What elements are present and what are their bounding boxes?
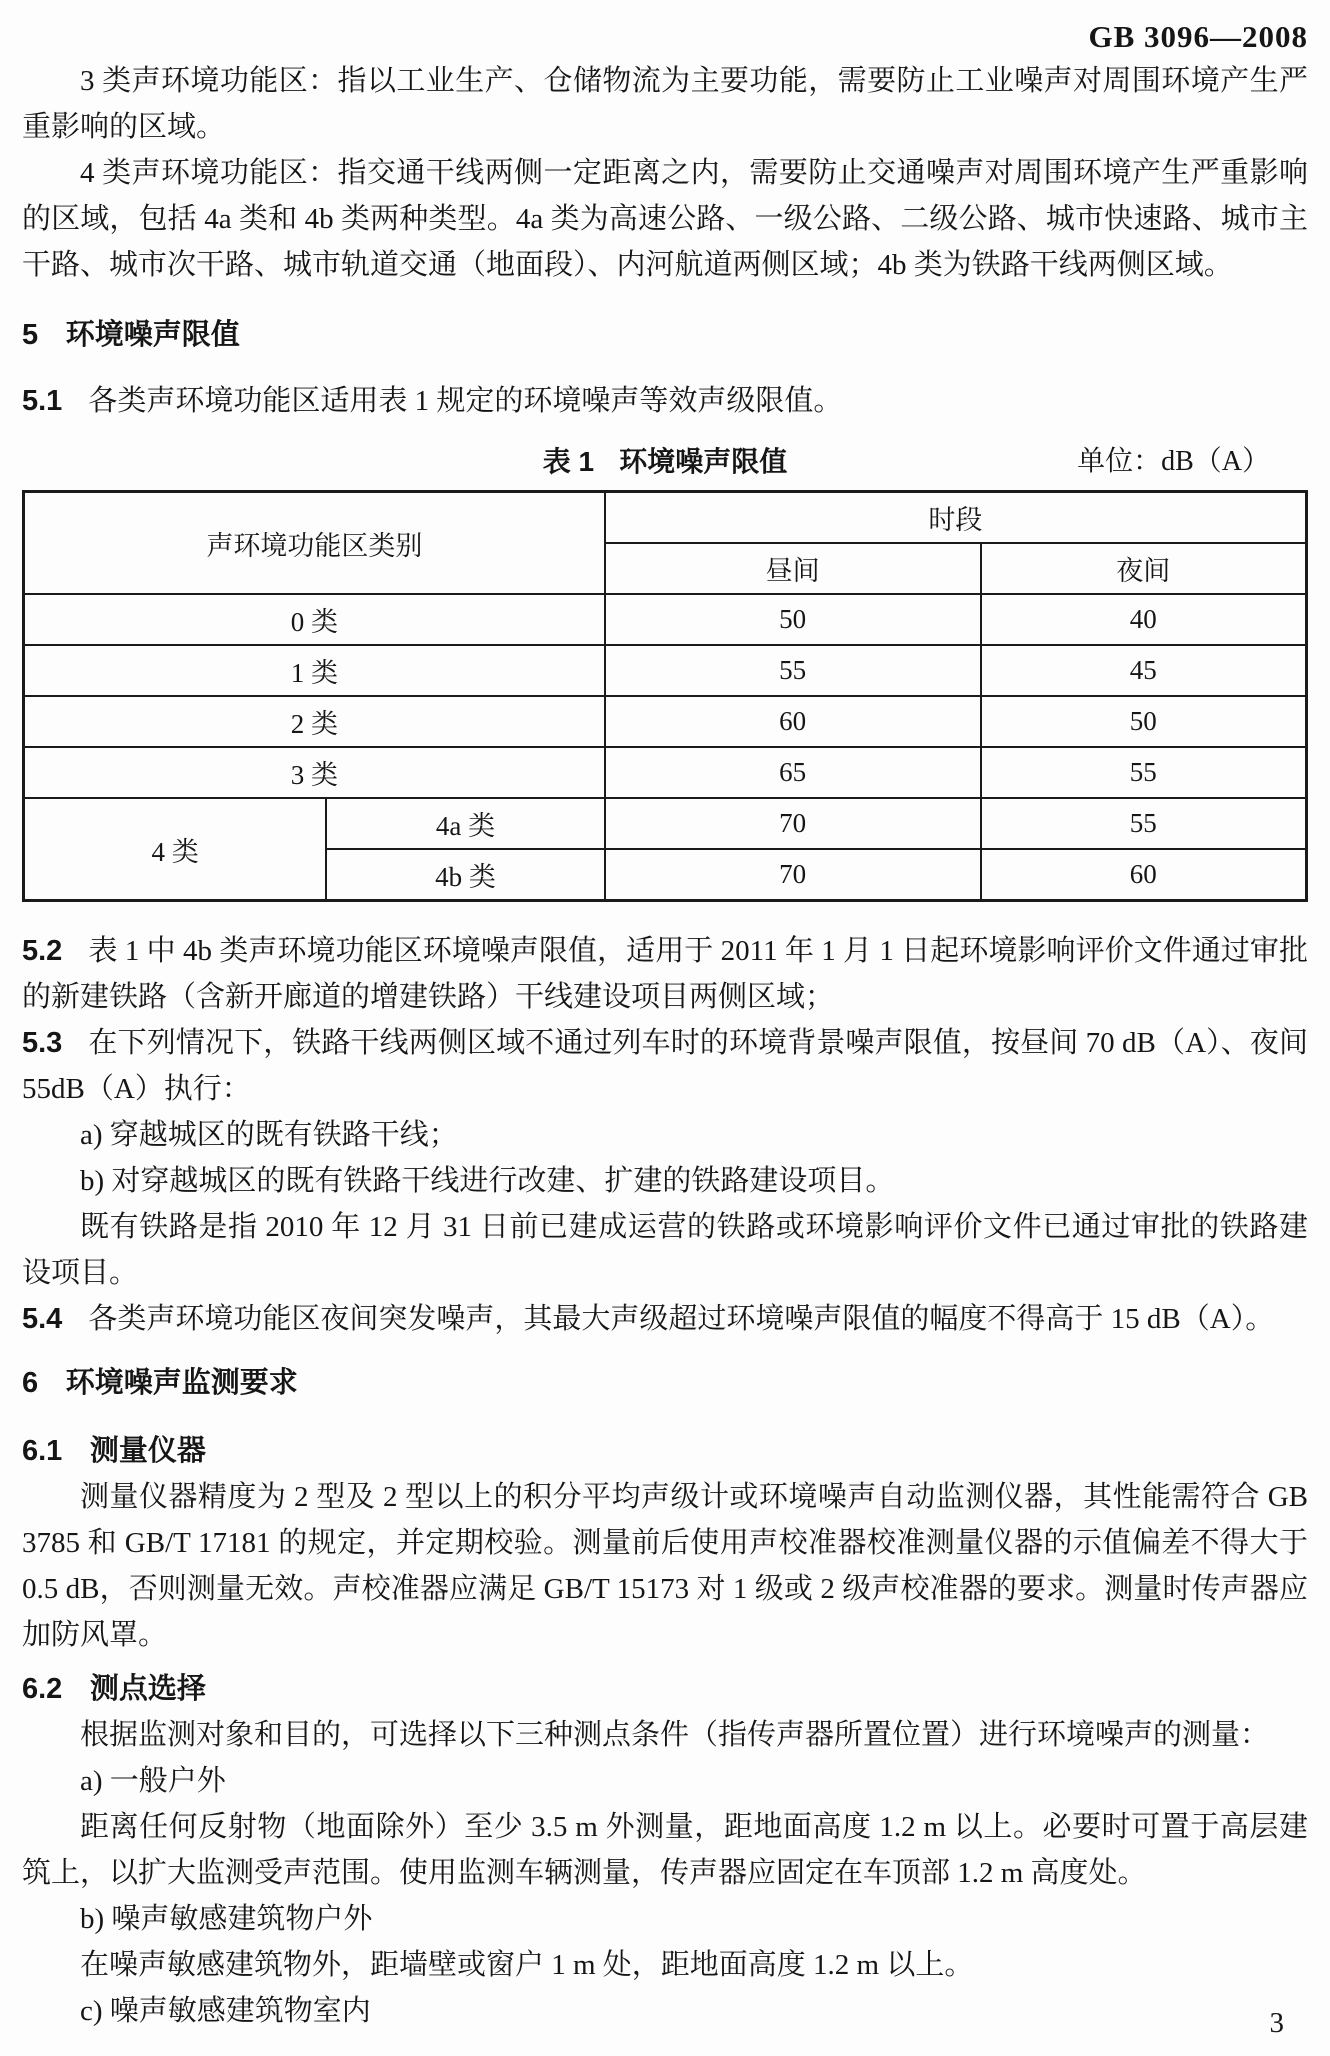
list-item-c-building-indoor: c) 噪声敏感建筑物室内 [80,1995,371,2027]
clause-5-4-number: 5.4 [22,1303,63,1335]
cell-night-limit: 60 [981,849,1307,901]
cell-day-limit: 65 [605,747,981,798]
section-6-1-title: 测量仪器 [89,1435,206,1467]
clause-5-2 [22,928,1308,1020]
standard-code: GB 3096—2008 [1088,19,1308,54]
clause-5-2-number: 5.2 [22,935,63,967]
table-row-class1 [24,645,1307,696]
clause-5-4-text: 各类声环境功能区夜间突发噪声，其最大声级超过环境噪声限值的幅度不得高于 15 dB（A）。 [88,1303,1275,1335]
table-1-caption-title: 环境噪声限值 [619,446,788,477]
cell-day-limit: 60 [605,696,981,747]
paragraph-existing-railway: 既有铁路是指 2010 年 12 月 31 日前已建成运营的铁路或环境影响评价文件已通过审批的铁路建设项目。 [22,1211,1308,1289]
clause-5-1 [22,378,1308,424]
cell-night-limit: 55 [981,798,1307,849]
paragraph-outdoor-detail: 距离任何反射物（地面除外）至少 3.5 m 外测量，距地面高度 1.2 m 以上。必要时可置于高层建筑上，以扩大监测受声范围。使用监测车辆测量，传声器应固定在车顶部 1.2 m 高度处。 [22,1811,1308,1889]
cell-subcategory: 4a 类 [326,798,604,849]
header-cell-category: 声环境功能区类别 [24,492,605,595]
header-cell-night: 夜间 [981,543,1307,594]
section-6-2-title: 测点选择 [89,1673,206,1705]
cell-day-limit: 50 [605,594,981,645]
table-row-class4a [24,798,1307,849]
paragraph-measurement-points: 根据监测对象和目的，可选择以下三种测点条件（指传声器所置位置）进行环境噪声的测量： [80,1719,1270,1751]
cell-day-limit: 70 [605,798,981,849]
section-6-2-number: 6.2 [22,1673,63,1705]
clause-5-3-text: 在下列情况下，铁路干线两侧区域不通过列车时的环境背景噪声限值，按昼间 70 dB（A）、夜间 55dB（A）执行： [22,1027,1308,1105]
noise-limit-table [22,490,1308,902]
clause-5-4 [22,1296,1308,1342]
list-item-b-railway: b) 对穿越城区的既有铁路干线进行改建、扩建的铁路建设项目。 [80,1165,895,1197]
paragraph-class4: 4 类声环境功能区：指交通干线两侧一定距离之内，需要防止交通噪声对周围环境产生严重影响的区域，包括 4a 类和 4b 类两种类型。4a 类为高速公路、一级公路、二级公路、城市快速路、城市主干路、城市次干路、城市轨道交通（地面段）、内河航道两侧区域；4b 类为铁路干线两侧区域。 [22,157,1308,281]
cell-category: 2 类 [24,696,605,747]
cell-night-limit: 45 [981,645,1307,696]
section-6-1-number: 6.1 [22,1435,63,1467]
table-caption-row [22,442,1308,482]
cell-night-limit: 55 [981,747,1307,798]
clause-5-1-text: 各类声环境功能区适用表 1 规定的环境噪声等效声级限值。 [88,385,843,417]
cell-category: 0 类 [24,594,605,645]
clause-5-2-text: 表 1 中 4b 类声环境功能区环境噪声限值，适用于 2011 年 1 月 1 日起环境影响评价文件通过审批的新建铁路（含新开廊道的增建铁路）干线建设项目两侧区域； [22,935,1308,1013]
header-cell-day: 昼间 [605,543,981,594]
cell-day-limit: 70 [605,849,981,901]
section-5-heading [22,312,1308,358]
table-header-row-1 [24,492,1307,544]
page-number: 3 [1269,2007,1284,2039]
table-row-class3 [24,747,1307,798]
paragraph-building-outdoor-detail: 在噪声敏感建筑物外，距墙壁或窗户 1 m 处，距地面高度 1.2 m 以上。 [80,1949,974,1981]
cell-subcategory: 4b 类 [326,849,604,901]
cell-category: 3 类 [24,747,605,798]
table-1-caption-label: 表 1 [542,446,595,477]
clause-5-3-number: 5.3 [22,1027,63,1059]
section-5-title: 环境噪声限值 [65,319,240,351]
paragraph-instrument: 测量仪器精度为 2 型及 2 型以上的积分平均声级计或环境噪声自动监测仪器，其性能需符合 GB 3785 和 GB/T 17181 的规定，并定期校验。测量前后使用声校准器校准测量仪器的示值偏差不得大于 0.5 dB，否则测量无效。声校准器应满足 GB/T 15173 对 1 级或 2 级声校准器的要求。测量时传声器应加防风罩。 [22,1481,1308,1651]
list-item-a-outdoor: a) 一般户外 [80,1765,226,1797]
cell-category: 1 类 [24,645,605,696]
section-6-2-heading [22,1666,1308,1712]
cell-category-class4: 4 类 [24,798,327,901]
section-6-number: 6 [22,1367,39,1399]
cell-night-limit: 40 [981,594,1307,645]
paragraph-class3: 3 类声环境功能区：指以工业生产、仓储物流为主要功能，需要防止工业噪声对周围环境产生严重影响的区域。 [22,65,1308,143]
section-6-heading [22,1360,1308,1406]
table-row-class0 [24,594,1307,645]
list-item-b-building-outdoor: b) 噪声敏感建筑物户外 [80,1903,373,1935]
table-1-unit-label: 单位：dB（A） [1077,446,1270,477]
cell-night-limit: 50 [981,696,1307,747]
header-cell-period: 时段 [605,492,1307,544]
clause-5-3 [22,1020,1308,1112]
section-5-number: 5 [22,319,39,351]
list-item-a-railway: a) 穿越城区的既有铁路干线； [80,1119,458,1151]
table-row-class2 [24,696,1307,747]
section-6-title: 环境噪声监测要求 [65,1367,298,1399]
clause-5-1-number: 5.1 [22,385,63,417]
section-6-1-heading [22,1428,1308,1474]
cell-day-limit: 55 [605,645,981,696]
